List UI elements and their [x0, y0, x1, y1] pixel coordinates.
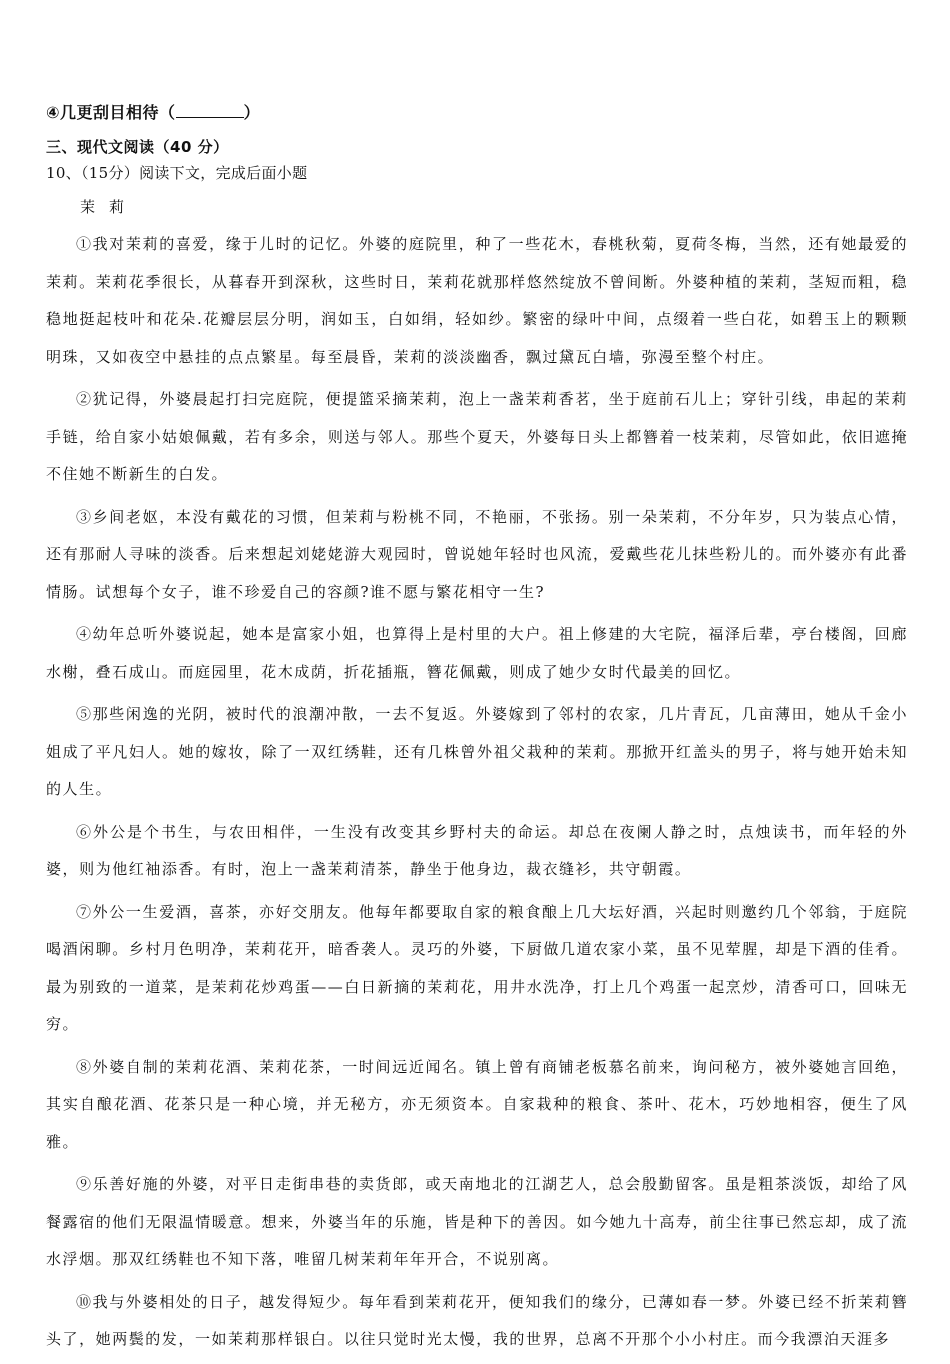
- question-item-4: [46, 100, 260, 123]
- paragraph: ①我对茉莉的喜爱，缘于儿时的记忆。外婆的庭院里，种了一些花木，春桃秋菊，夏荷冬梅，当然，还有她最爱的茉莉。茉莉花季很长，从暮春开到深秋，这些时日，茉莉花就那样悠然绽放不曾间断。外婆种植的茉莉，茎短而粗，稳稳地挺起枝叶和花朵.花瓣层层分明，润如玉，白如绢，轻如纱。繁密的绿叶中间，点缀着一些白花，如碧玉上的颗颗明珠，又如夜空中悬挂的点点繁星。每至晨昏，茉莉的淡淡幽香，飘过黛瓦白墙，弥漫至整个村庄。: [46, 235, 908, 366]
- article-title: 茉莉: [80, 198, 139, 216]
- paragraph: ⑧外婆自制的茉莉花酒、茉莉花茶，一时间远近闻名。镇上曾有商铺老板慕名前来，询问秘方，被外婆她言回绝，其实自酿花酒、花茶只是一种心境，并无秘方，亦无须资本。自家栽种的粮食、茶叶、花木，巧妙地相容，便生了风雅。: [46, 1057, 908, 1151]
- paragraph: ⑥外公是个书生，与农田相伴，一生没有改变其乡野村夫的命运。却总在夜阑人静之时，点烛读书，而年轻的外婆，则为他红袖添香。有时，泡上一盏茉莉清茶，静坐于他身边，裁衣缝衫，共守朝霞。: [46, 822, 908, 878]
- paragraph: ⑩我与外婆相处的日子，越发得短少。每年看到茉莉花开，便知我们的缘分，已薄如春一梦。外婆已经不折茉莉簪头了，她两鬓的发，一如茉莉那样银白。以往只觉时光太慢，我的世界，总离不开那个小小村庄。而今我漂泊天涯多: [46, 1292, 908, 1348]
- paragraph: ③乡间老妪，本没有戴花的习惯，但茉莉与粉桃不同，不艳丽，不张扬。别一朵茉莉，不分年岁，只为装点心情，还有那耐人寻味的淡香。后来想起刘姥姥游大观园时，曾说她年轻时也风流，爱戴些花儿抹些粉儿的。而外婆亦有此番情肠。试想每个女子，谁不珍爱自己的容颜?谁不愿与繁花相守一生?: [46, 507, 908, 601]
- paragraph: ⑦外公一生爱酒，喜茶，亦好交朋友。他每年都要取自家的粮食酿上几大坛好酒，兴起时则邀约几个邻翁，于庭院喝酒闲聊。乡村月色明净，茉莉花开，暗香袭人。灵巧的外婆，下厨做几道农家小菜，虽不见荤腥，却是下酒的佳肴。最为别致的一道菜，是茉莉花炒鸡蛋——白日新摘的茉莉花，用井水洗净，打上几个鸡蛋一起烹炒，清香可口，回味无穷。: [46, 902, 908, 1033]
- section-title: 三、现代文阅读（40 分）: [46, 138, 229, 156]
- answer-blank[interactable]: [176, 103, 244, 118]
- paragraph: ⑨乐善好施的外婆，对平日走街串巷的卖货郎，或天南地北的江湖艺人，总会殷勤留客。虽是粗茶淡饭，却给了风餐露宿的他们无限温情暖意。想来，外婆当年的乐施，皆是种下的善因。如今她九十高寿，前尘往事已然忘却，成了流水浮烟。那双红绣鞋也不知下落，唯留几树茉莉年年开合，不说别离。: [46, 1175, 908, 1268]
- paragraph: ④幼年总听外婆说起，她本是富家小姐，也算得上是村里的大户。祖上修建的大宅院，福泽后辈，亭台楼阁，回廊水榭，叠石成山。而庭园里，花木成荫，折花插瓶，簪花佩戴，则成了她少女时代最美的回忆。: [46, 625, 908, 681]
- paragraph: ⑤那些闲逸的光阴，被时代的浪潮冲散，一去不复返。外婆嫁到了邻村的农家，几片青瓦，几亩薄田，她从千金小姐成了平凡妇人。她的嫁妆，除了一双红绣鞋，还有几株曾外祖父栽种的茉莉。那掀开红盖头的男子，将与她开始未知的人生。: [46, 705, 908, 798]
- question-intro: 10、（15分）阅读下文，完成后面小题: [46, 164, 308, 182]
- paragraph: ②犹记得，外婆晨起打扫完庭院，便提篮采摘茉莉，泡上一盏茉莉香茗，坐于庭前石儿上；穿针引线，串起的茉莉手链，给自家小姑娘佩戴，若有多余，则送与邻人。那些个夏天，外婆每日头上都簪着一枝茉莉，尽管如此，依旧遮掩不住她不断新生的白发。: [46, 390, 908, 483]
- question-item-label: ④几更刮目相待（: [46, 103, 176, 122]
- article-body: [46, 226, 908, 1364]
- question-item-close: ）: [243, 103, 261, 122]
